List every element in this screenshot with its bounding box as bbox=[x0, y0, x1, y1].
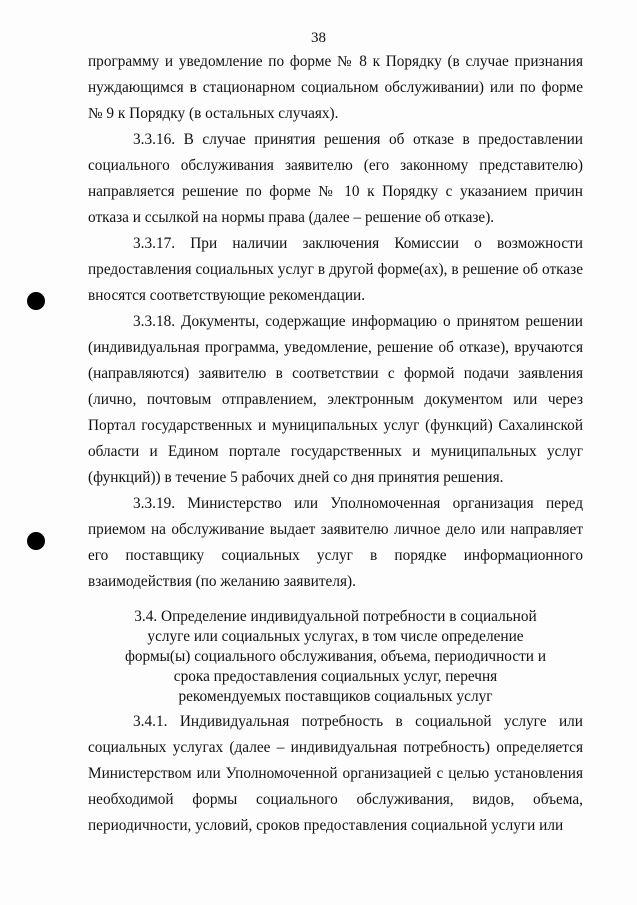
page-number: 38 bbox=[311, 30, 326, 46]
text-block-section-3-4 bbox=[88, 709, 583, 839]
paragraph-3-3-18: 3.3.18. Документы, содержащие информацию о принятом решении (индивидуальная программа, уведомление, решение об отказе), вручаются (направляются) заявителю в соответствии с формой подачи заявления (лично, почтовым отправлением, электронным документом или через Портал государственных и муниципальных услуг (функций) Сахалинской области и Едином портале государственных и муниципальных услуг (функций)) в течение 5 рабочих дней со дня принятия решения. bbox=[88, 313, 583, 486]
paragraph-continuation: программу и уведомление по форме № 8 к Порядку (в случае признания нуждающимся в стационарном социальном обслуживании) или по форме № 9 к Порядку (в остальных случаях). bbox=[88, 53, 583, 122]
paragraph-3-4-1: 3.4.1. Индивидуальная потребность в социальной услуге или социальных услугах (далее – индивидуальная потребность) определяется Министерством или Уполномоченной организацией с целью установления необходимой формы социального обслуживания, видов, объема, периодичности, условий, сроков предоставления социальной услуги или bbox=[88, 713, 583, 834]
heading-line: формы(ы) социального обслуживания, объема, периодичности и bbox=[124, 648, 547, 665]
heading-line: услуге или социальных услугах, в том числе определение bbox=[147, 628, 524, 645]
heading-line: срока предоставления социальных услуг, перечня bbox=[173, 668, 498, 685]
section-heading-3-4 bbox=[88, 607, 583, 707]
paragraph-3-3-16: 3.3.16. В случае принятия решения об отказе в предоставлении социального обслуживания заявителю (его законному представителю) направляется решение по форме № 10 к Порядку с указанием причин отказа и ссылкой на нормы права (далее – решение об отказе). bbox=[88, 131, 583, 226]
heading-line: рекомендуемых поставщиков социальных услуг bbox=[178, 688, 493, 705]
punch-hole-mark bbox=[27, 292, 45, 310]
paragraph-3-3-17: 3.3.17. При наличии заключения Комиссии о возможности предоставления социальных услуг в другой форме(ах), в решение об отказе вносятся соответствующие рекомендации. bbox=[88, 235, 583, 304]
punch-hole-mark bbox=[27, 532, 45, 550]
text-block-section-3-3 bbox=[88, 49, 583, 595]
paragraph-3-3-19: 3.3.19. Министерство или Уполномоченная организация перед приемом на обслуживание выдает заявителю личное дело или направляет его поставщику социальных услуг в порядке информационного взаимодействия (по желанию заявителя). bbox=[88, 495, 583, 590]
heading-line: 3.4. Определение индивидуальной потребности в социальной bbox=[134, 608, 537, 625]
